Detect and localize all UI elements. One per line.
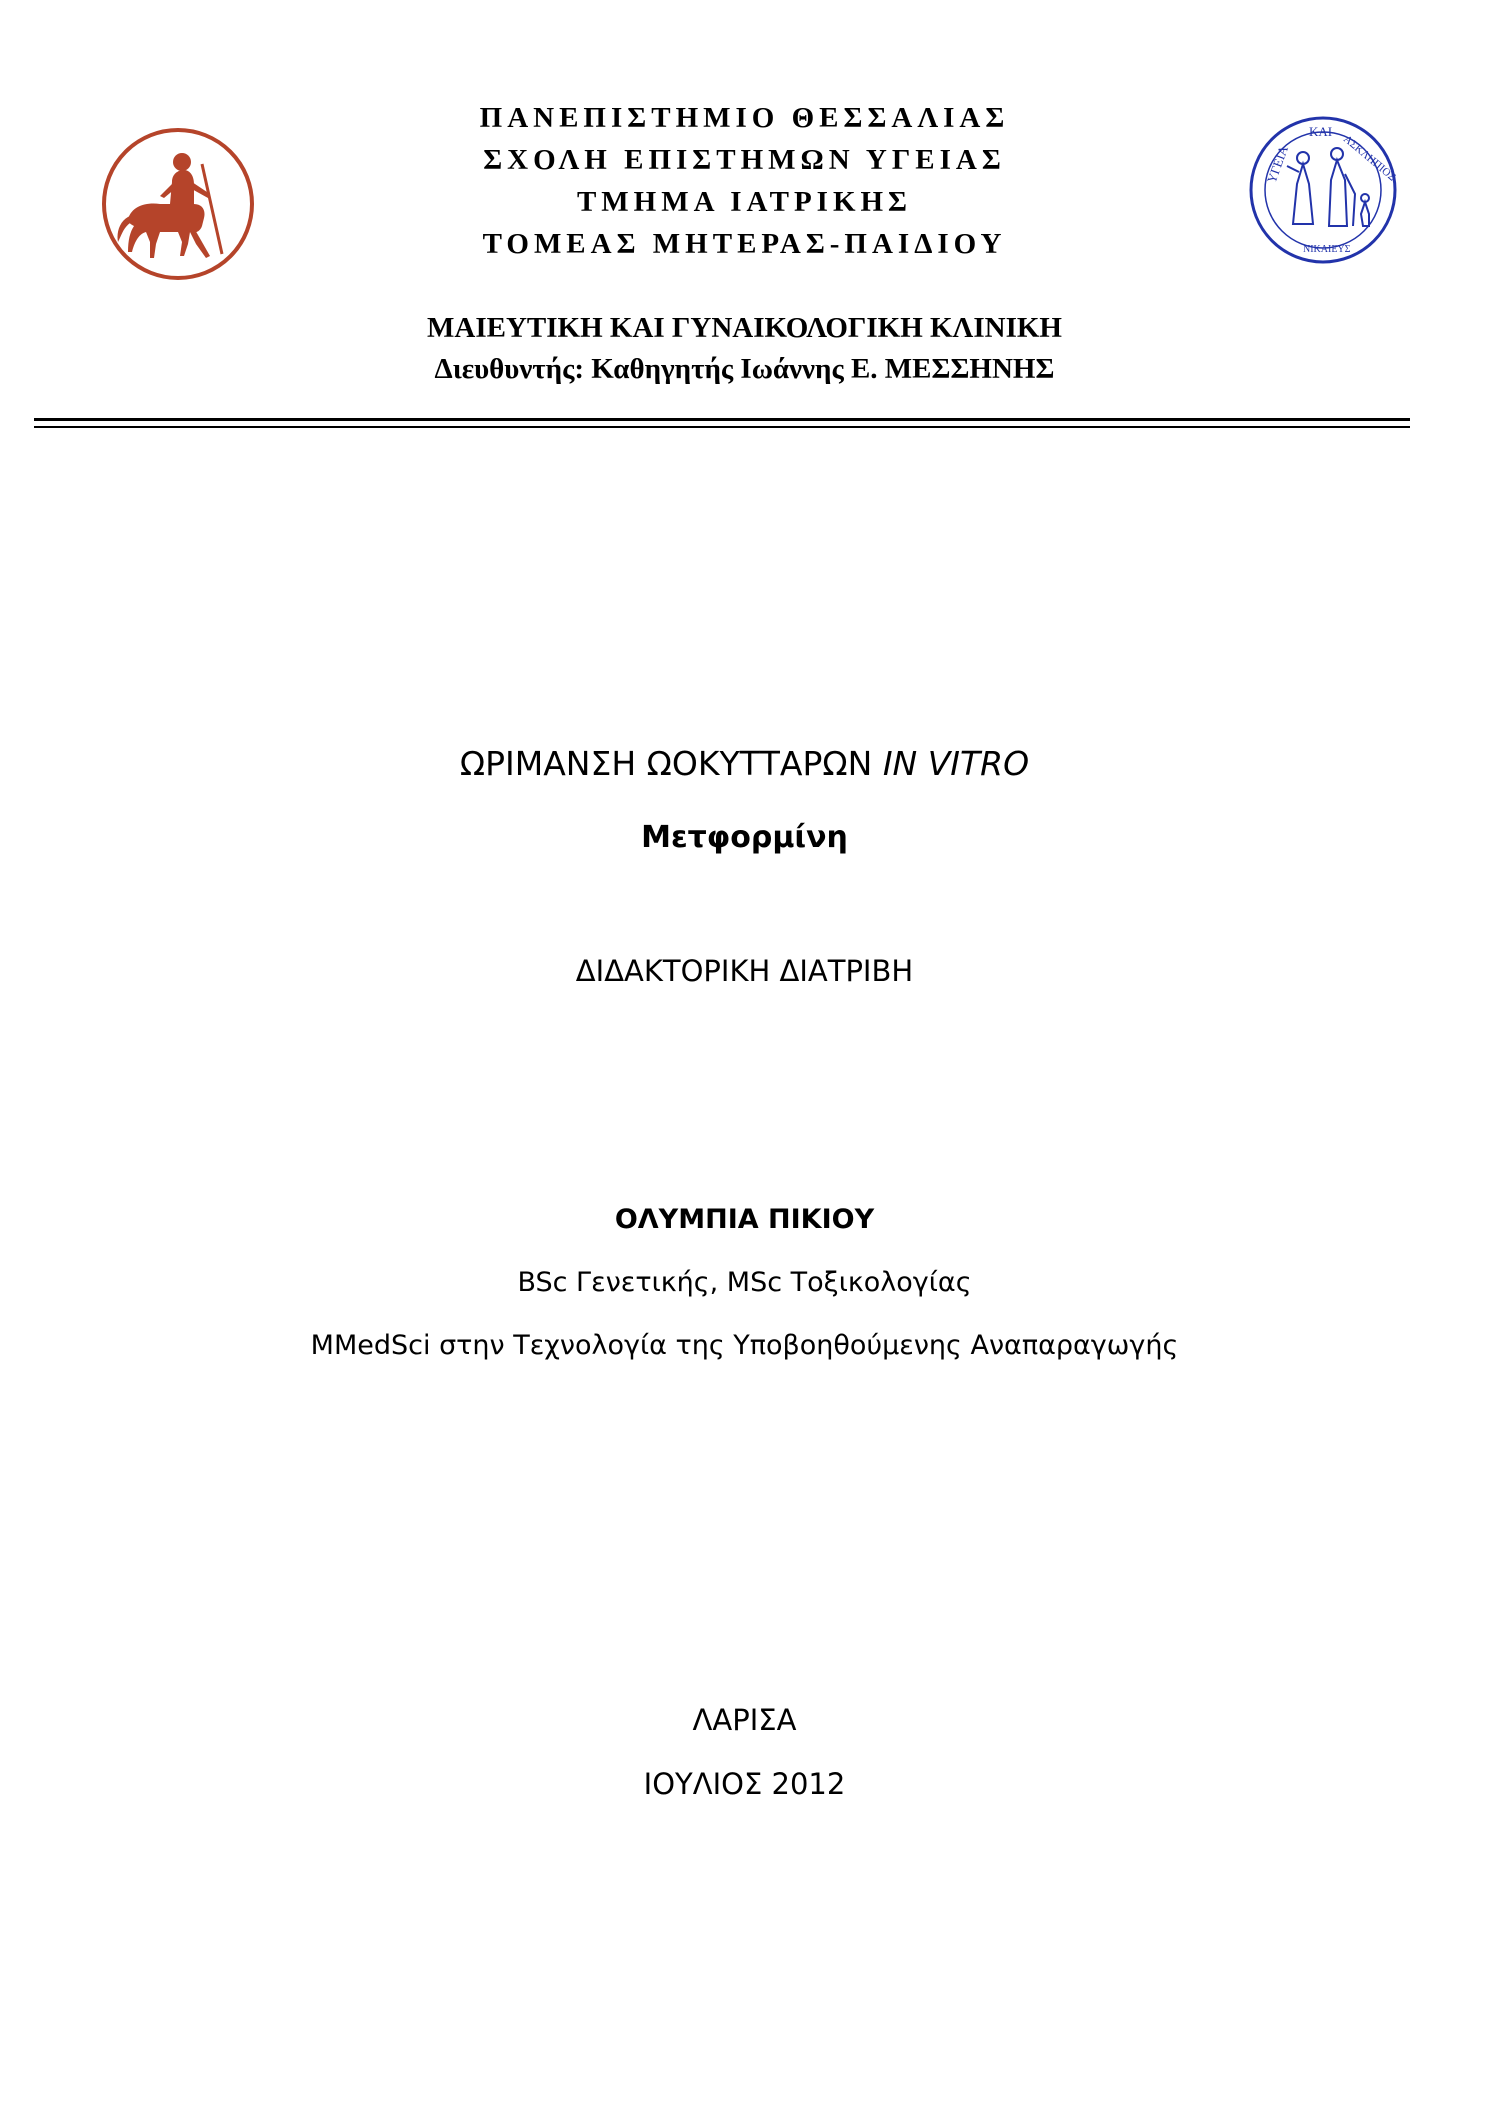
- thesis-title-main: ΩΡΙΜΑΝΣΗ ΩΟΚΥΤΤΑΡΩΝ: [459, 744, 873, 783]
- thesis-title-italic: IN VITRO: [882, 744, 1030, 783]
- clinic-name: ΜΑΙΕΥΤΙΚΗ ΚΑΙ ΓΥΝΑΙΚΟΛΟΓΙΚΗ ΚΛΙΝΙΚΗ: [427, 312, 1062, 344]
- thesis-subtitle: Μετφορμίνη: [641, 820, 848, 855]
- seal-text-top: ΚΑΙ: [1309, 124, 1333, 139]
- date: ΙΟΥΛΙΟΣ 2012: [643, 1767, 846, 1801]
- seal-text-right: ΑΣΚΛΗΠΙΟΣ: [1341, 133, 1398, 184]
- seal-text-bottom: ΝΙΚΑΙΕΥΣ: [1303, 244, 1351, 255]
- header-divider-thin: [34, 426, 1410, 428]
- department-name: ΤΜΗΜΑ ΙΑΤΡΙΚΗΣ: [576, 186, 913, 218]
- author-name: ΟΛΥΜΠΙΑ ΠΙΚΙΟΥ: [614, 1204, 875, 1235]
- director-line: Διευθυντής: Καθηγητής Ιωάννης Ε. ΜΕΣΣΗΝΗΣ: [434, 353, 1055, 385]
- sector-name: ΤΟΜΕΑΣ ΜΗΤΕΡΑΣ-ΠΑΙΔΙΟΥ: [482, 228, 1007, 260]
- document-type: ΔΙΔΑΚΤΟΡΙΚΗ ΔΙΑΤΡΙΒΗ: [575, 954, 914, 988]
- author-degrees: BSc Γενετικής, MSc Τοξικολογίας: [517, 1267, 972, 1298]
- seal-text-left: ΥΓΕΙΑ: [1263, 143, 1292, 186]
- place: ΛΑΡΙΣΑ: [692, 1703, 797, 1737]
- thesis-title: [0, 744, 1489, 783]
- school-name: ΣΧΟΛΗ ΕΠΙΣΤΗΜΩΝ ΥΓΕΙΑΣ: [483, 144, 1006, 176]
- header-divider-thick: [34, 418, 1410, 421]
- author-mmedsci: MMedSci στην Τεχνολογία της Υποβοηθούμενης Αναπαραγωγής: [310, 1330, 1179, 1361]
- university-name: ΠΑΝΕΠΙΣΤΗΜΙΟ ΘΕΣΣΑΛΙΑΣ: [479, 102, 1010, 134]
